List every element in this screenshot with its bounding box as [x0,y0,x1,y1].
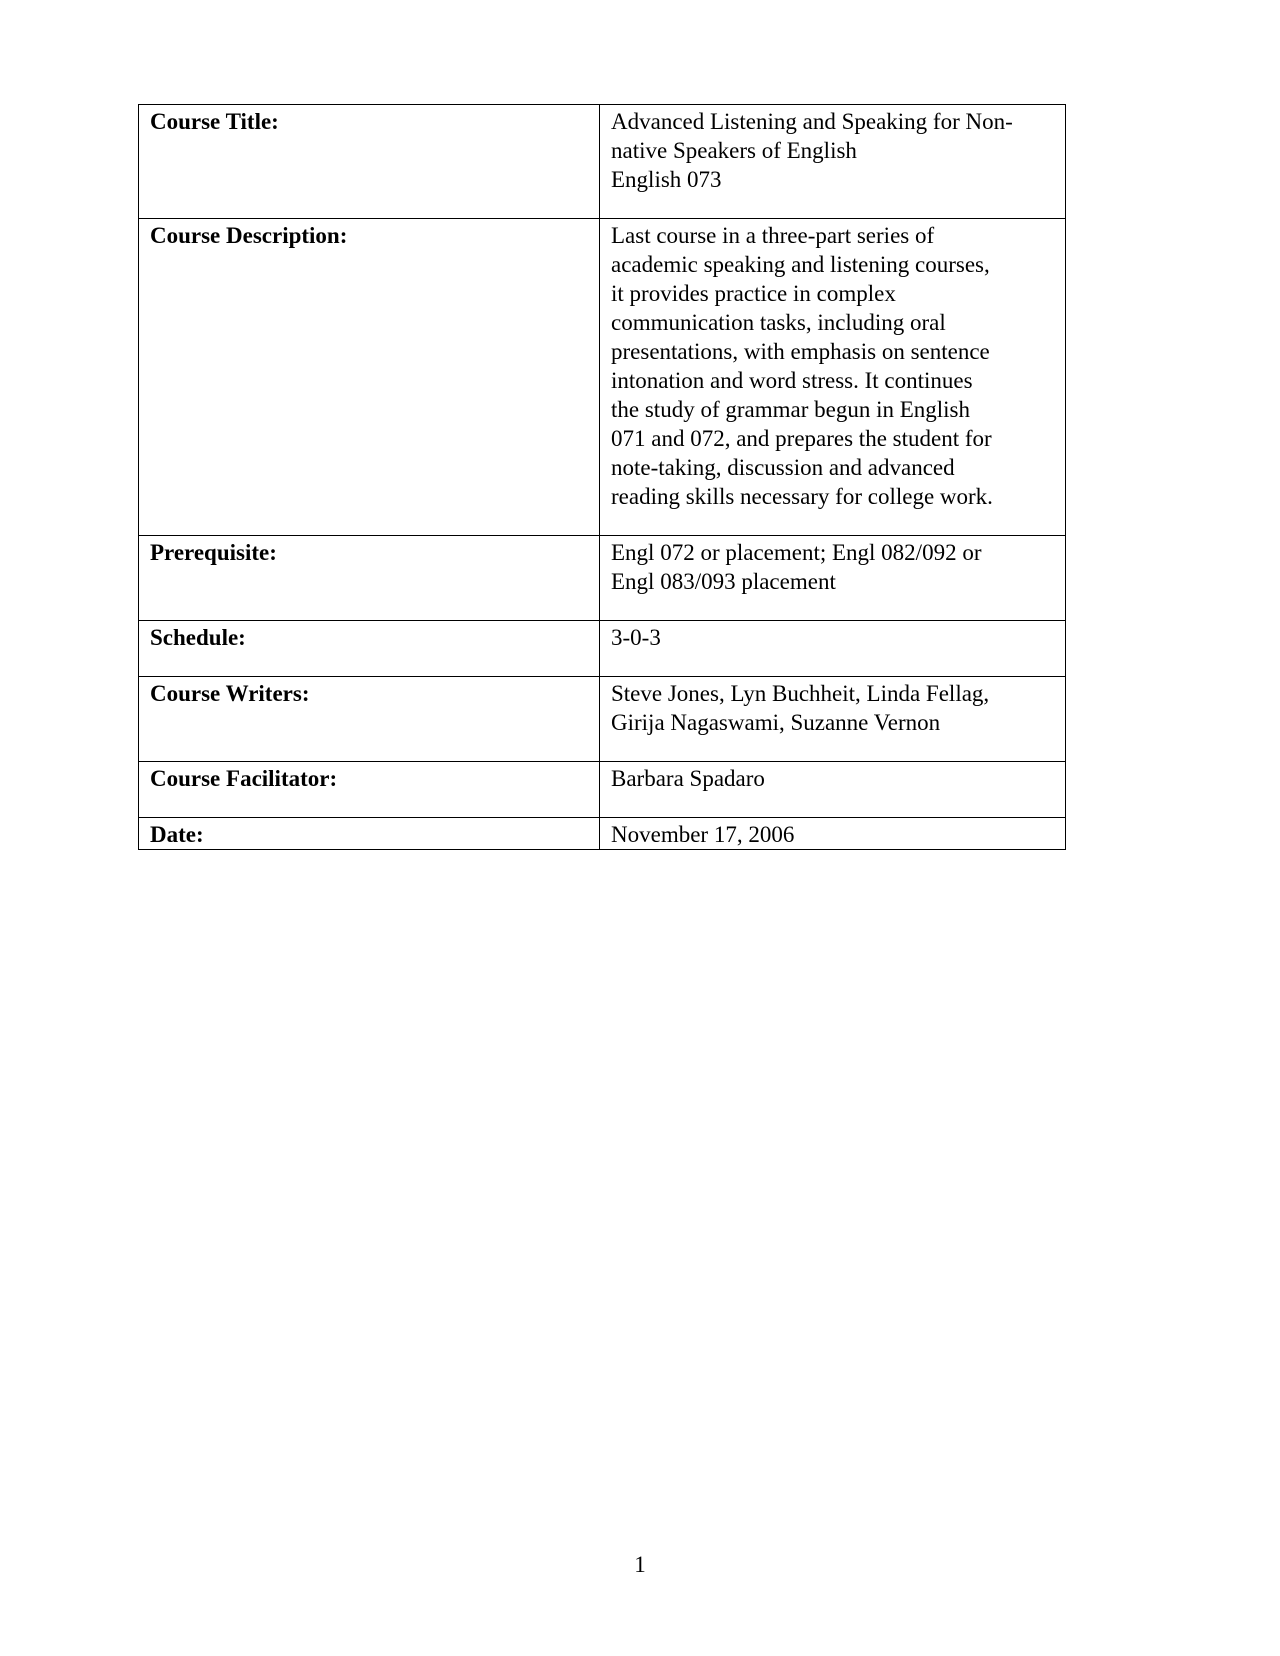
date-value: November 17, 2006 [600,818,1066,850]
course-title-value: Advanced Listening and Speaking for Non- native Speakers of English English 073 [600,105,1066,219]
table-row-course-description [139,219,1066,536]
table-row-prerequisite [139,536,1066,621]
course-writers-label: Course Writers: [139,677,600,762]
course-facilitator-label: Course Facilitator: [139,762,600,818]
prerequisite-label: Prerequisite: [139,536,600,621]
table-row-course-facilitator [139,762,1066,818]
table-row-course-title [139,105,1066,219]
date-label: Date: [139,818,600,850]
table-row-date [139,818,1066,850]
course-facilitator-value: Barbara Spadaro [600,762,1066,818]
course-description-value: Last course in a three-part series of academic speaking and listening courses, it provides practice in complex communication tasks, including oral presentations, with emphasis on sentence intonation and word stress. It continues the study of grammar begun in English 071 and 072, and prepares the student for note-taking, discussion and advanced reading skills necessary for college work. [600,219,1066,536]
course-info-table [138,104,1066,850]
course-writers-value: Steve Jones, Lyn Buchheit, Linda Fellag, Girija Nagaswami, Suzanne Vernon [600,677,1066,762]
prerequisite-value: Engl 072 or placement; Engl 082/092 or Engl 083/093 placement [600,536,1066,621]
table-row-course-writers [139,677,1066,762]
course-title-label: Course Title: [139,105,600,219]
page-number: 1 [634,1552,646,1577]
schedule-value: 3-0-3 [600,621,1066,677]
course-description-label: Course Description: [139,219,600,536]
table-row-schedule [139,621,1066,677]
schedule-label: Schedule: [139,621,600,677]
